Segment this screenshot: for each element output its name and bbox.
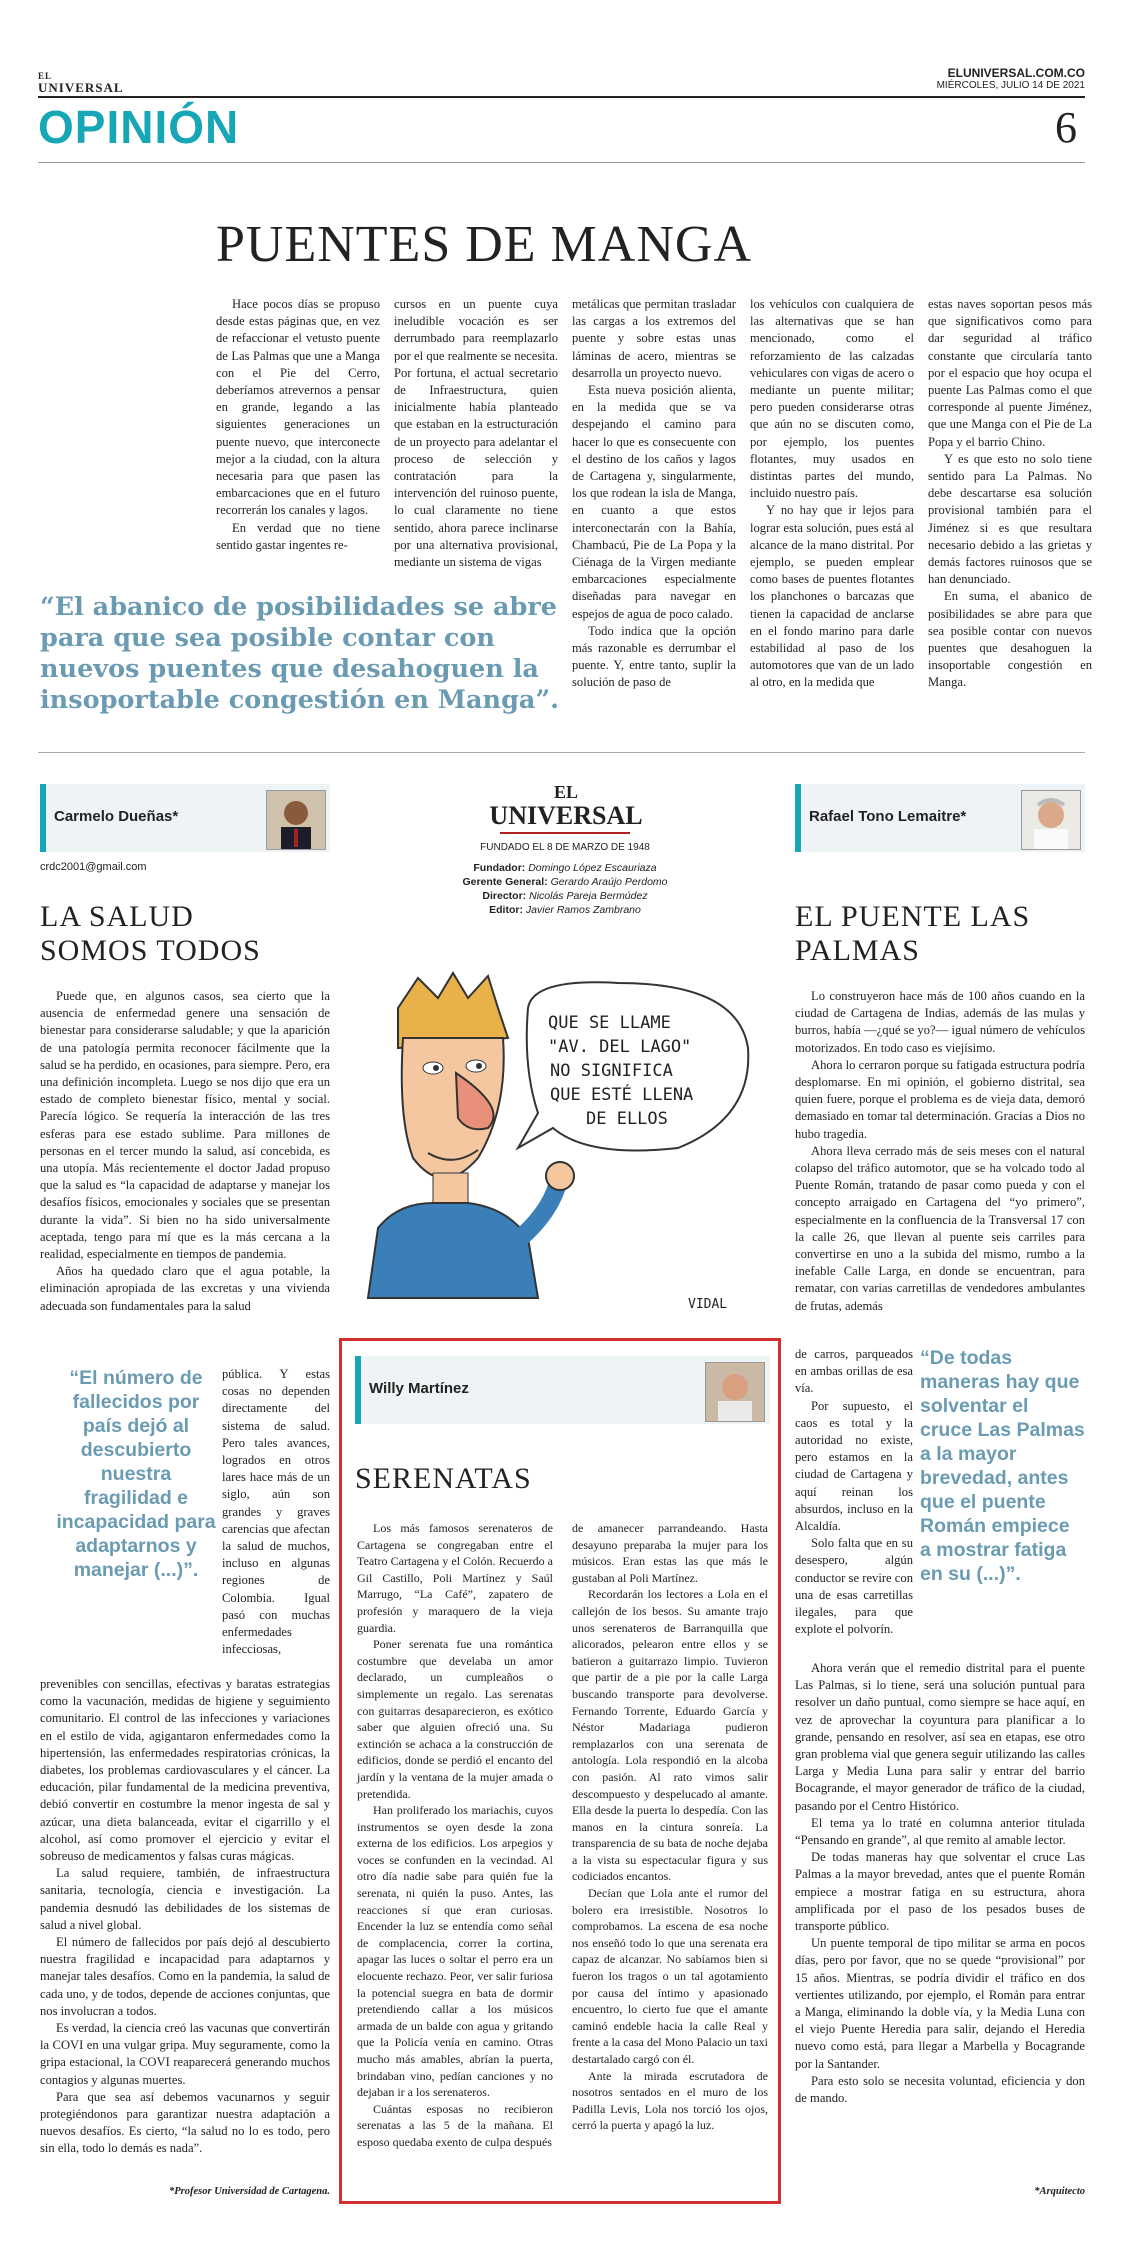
column-title-right <box>795 900 1030 968</box>
masthead-top: EL <box>553 782 578 802</box>
paragraph: Un puente temporal de tipo militar se arma en pocos días, pero por favor, que no se quede “provisional” por 15 años. Mientras, se podría dividir el tráfico en dos vertientes utilizando, por ejemplo, el Román para entrar a Manga, eliminando la doble vía, y la Media Luna con el viejo Puente Heredia para salir, dejando el Heredia nuevo como está, para llegar a Marbella y Bocagrande por la Santander. <box>795 1936 1085 2071</box>
editorial-col-1 <box>216 296 380 554</box>
paragraph: estas naves soportan pesos más que significativos como para dar seguridad al tráfico constante que circularía tanto por el espacio que hoy ocupa el puente Las Palmas como el que corresponde al puente Jiménez, que une Manga con el Pie de La Popa y el barrio Chino. <box>928 297 1092 449</box>
author-portrait-icon <box>1022 791 1080 849</box>
paragraph: Ahora lo cerraron porque su fatigada estructura podría desplomarse. En mi opinión, el gobierno distrital, sea quien fuere, porque el problema es de vieja data, demoró demasiado en tomar tal determinación. Gracias a Dios no hubo tragedia. <box>795 1057 1085 1141</box>
paragraph: Esta nueva posición alienta, en la medida que se va despejando el camino para hacer lo que es consecuente con el destino de los caños y lagos de Cartagena y, singularmente, los que rodean la isla de Manga, en cuanto a que estos interconectarán con la Bahía, Chambacú, Pie de La Popa y la Ciénaga de la Virgen mediante embarcaciones especialmente diseñadas para navegar en espejos de agua de poco calado. <box>572 383 736 621</box>
editorial-col-3 <box>572 296 736 692</box>
cartoon-speech-line: DE ELLOS <box>586 1109 668 1129</box>
paragraph: Todo indica que la opción más razonable es derrumbar el puente. Y, entre tanto, suplir la solución de paso de <box>572 623 736 690</box>
right-body-top <box>795 988 1085 1315</box>
left-footnote: *Profesor Universidad de Cartagena. <box>169 2186 330 2197</box>
author-portrait-icon <box>267 791 325 849</box>
column-title-center: SERENATAS <box>355 1462 532 1495</box>
header-rule-bottom <box>38 162 1085 163</box>
paragraph: los vehículos con cualquiera de las alternativas que se han mencionado, como el reforzamiento de las calzadas vehiculares con vigas de acero o mediante un puente militar; pero pueden considerarse otras que aún no se discuten como, por ejemplo, los puentes flotantes, muy usados en distintas partes del mundo, incluido nuestro país. <box>750 297 914 501</box>
title-line: EL PUENTE LAS <box>795 900 1031 933</box>
editorial-col-4 <box>750 296 914 692</box>
right-pull-quote: “De todas maneras hay que solventar el cruce Las Palmas a la mayor brevedad, antes que el puente Román empiece a mostrar fatiga en su (...)”. <box>920 1347 1085 1585</box>
masthead-staff-line: Editor: Javier Ramos Zambrano <box>489 904 641 916</box>
masthead-logo <box>486 780 646 828</box>
paragraph: Solo falta que en su desespero, algún conductor se revire con una de esas carretillas ilegales, para que explote el polvorín. <box>795 1536 913 1637</box>
left-pull-quote: “El número de fallecidos por país dejó al descubierto nuestra fragilidad e incapacidad para adaptarnos y manejar (...)”. <box>56 1367 216 1581</box>
author-box-right <box>795 784 1085 852</box>
cartoon-speech-line: QUE SE LLAME <box>548 1013 671 1033</box>
author-name: Rafael Tono Lemaitre* <box>809 808 967 825</box>
paragraph: El número de fallecidos por país dejó al descubierto nuestra fragilidad e incapacidad para adaptarnos y manejar tales desafíos. Como en la pandemia, la salud de cada uno, y de todos, depende de acciones conjuntas, que nos involucran a todos. <box>40 1935 330 2018</box>
logo-top: EL <box>38 71 53 81</box>
masthead-rule <box>500 832 630 834</box>
editorial-title: PUENTES DE MANGA <box>216 216 752 273</box>
page-number: 6 <box>1055 103 1077 152</box>
cartoon-speech-line: QUE ESTÉ LLENA <box>550 1085 694 1105</box>
author-email[interactable]: crdc2001@gmail.com <box>40 861 147 873</box>
cartoon-speech-line: NO SIGNIFICA <box>550 1061 673 1081</box>
paragraph: Cuántas esposas no recibieron serenatas a las 5 de la mañana. El esposo quedaba exento de culpa después <box>357 2101 553 2149</box>
editorial-pull-quote: “El abanico de posibilidades se abre para que sea posible contar con nuevos puentes que desahoguen la insoportable congestión en Manga”. <box>40 592 559 715</box>
paragraph: Puede que, en algunos casos, sea cierto que la ausencia de enfermedad genere una sensación de bienestar para considerarse saludable; y que la aparición de una patología permita reconocer fácilmente que la salud se ha perdido, en ocasiones, para siempre. Pero, era una definición incompleta. Luego se nos dijo que era un estado de completo bienestar físico, mental y social. Parecía lógico. Se requería la interacción de las tres esferas para ese estado sublime. Para millones de personas en el tercer mundo la salud, así concebida, es una utopía. Más recientemente el doctor Jadad propuso que la salud es “la capacidad de adaptarse y manejar los desafíos físicos, emocionales y sociales que se presentan durante la vida”. Si bien no ha sido universalmente aceptada, tengo para mí que es la más cercana a la realidad, especialmente en tiempos de pandemia. <box>40 989 330 1262</box>
masthead-founded: FUNDADO EL 8 DE MARZO DE 1948 <box>480 842 650 853</box>
paragraph: En verdad que no tiene sentido gastar ingentes re- <box>216 520 380 552</box>
author-accent-bar <box>355 1356 361 1424</box>
paragraph: prevenibles con sencillas, efectivas y baratas estrategias como la vacunación, medidas de higiene y seguimiento comunitario. El control de las infecciones y variaciones en el estilo de vida, agigantaron enfermedades como la hipertensión, las enfermedades respiratorias crónicas, la diabetes, los problemas cardiovasculares y el cáncer. La educación, pilar fundamental de la medicina preventiva, debió convertir en costumbre la menor ingesta de sal y azúcar, una dieta balanceada, evitar el cigarrillo y el alcohol, así como promover el ejercicio y evitar el sobreuso de medicamentos y falsas curas mágicas. <box>40 1677 330 1864</box>
paragraph: Y es que esto no solo tiene sentido para La Palmas. No debe descartarse esa solución provisional también para el Jiménez si es que resultara necesario debido a las grietas y demás factores ruinosos que se han denunciado. <box>928 451 1092 587</box>
editorial-col-2 <box>394 296 558 571</box>
paragraph: Ahora verán que el remedio distrital para el puente Las Palmas, si lo tiene, será una solución puntual para resolver un daño puntual, como siempre se hace aquí, en vez de aprovechar la coyuntura para planificar a lo grande, pensando en resolver, así sea en etapas, ese otro gran problema vial que genera seguir utilizando las calles Larga y Media Luna para salir y entrar del barrio Bocagrande, el mayor generador de tráfico de la ciudad, pasando por el Centro Histórico. <box>795 1661 1085 1813</box>
section-title: OPINIÓN <box>38 101 240 153</box>
cartoon-speech-line: "AV. DEL LAGO" <box>548 1037 692 1057</box>
paragraph: De todas maneras hay que solventar el cruce Las Palmas a la mayor brevedad, antes que el puente Román empiece a mostrar fatiga en su estructura, ahora amplificada por el paso de los pesados buses de transporte público. <box>795 1850 1085 1934</box>
paragraph: de carros, parqueados en ambas orillas de esa vía. <box>795 1347 913 1396</box>
paragraph: En suma, el abanico de posibilidades se abre para que sea posible contar con nuevos puentes que desahoguen la insoportable congestión en Manga. <box>928 589 1092 690</box>
editorial-cartoon <box>358 968 770 1328</box>
paragraph: Los más famosos serenateros de Cartagena se congregaban entre el Teatro Cartagena y el Colón. Recuerdo a Gil Castillo, Poli Martínez y Saúl Marrugo, “La Café”, zapatero de profesión y maraquero de la vieja guardia. <box>357 1521 553 1635</box>
paragraph: Es verdad, la ciencia creó las vacunas que convertirán la COVI en una vulgar gripa. Muy seguramente, como la gripa estacional, la COVI reaparecerá generando muchos contagios y algunas muertes. <box>40 2021 330 2087</box>
author-box-left <box>40 784 330 852</box>
paragraph: Hace pocos días se propuso desde estas páginas que, en vez de refaccionar el vetusto puente de Las Palmas que une a Manga con el Pie del Cerro, deberíamos atrevernos a pensar en grande, legando a las siguientes generaciones un puente nuevo, que interconecte mejor a la ciudad, con la altura necesaria para que pasen las embarcaciones que en el futuro recorrerán los canales y lagos. <box>216 297 380 518</box>
author-photo <box>266 790 326 850</box>
center-col-2 <box>572 1520 768 2134</box>
right-body-left <box>795 1346 913 1638</box>
paragraph: de amanecer parrandeando. Hasta desayuno preparaba la mujer para los músicos. Eran estas las que más le gustaban al Poli Martínez. <box>572 1521 768 1585</box>
paragraph: metálicas que permitan trasladar las cargas a los extremos del puente y sobre estas unas láminas de acero, mientras se desarrolla un proyecto nuevo. <box>572 297 736 380</box>
title-line: PALMAS <box>795 934 920 967</box>
right-footnote: *Arquitecto <box>1034 2186 1085 2197</box>
paragraph: El tema ya lo traté en columna anterior titulada “Pensando en grande”, al que remito al amable lector. <box>795 1815 1085 1848</box>
masthead-bottom: UNIVERSAL <box>489 801 643 830</box>
left-body-top <box>40 988 330 1315</box>
paragraph: Han proliferado los mariachis, cuyos instrumentos se oyen desde la zona externa de los edificios. Los arpegios y voces se confunden en la vecindad. Al otro día nadie sabe para quién fue la serenata, ni quién la puso. Antes, las reacciones sí que eran curiosas. Encender la luz se entendía como señal de complacencia, correr la cortina, apagar las luces o soltar el perro era un elocuente rechazo. Peor, ver salir furiosa la potencial suegra en bata de dormir pretendiendo callar a los músicos armada de un balde con agua y gritando que la Policía venía en camino. Otras mucho más amables, abrían la puerta, brindaban vino, pedían canciones y no dejaban ir a los serenateros. <box>357 1803 553 2100</box>
paragraph: pública. Y estas cosas no dependen directamente del sistema de salud. Pero tales avances, logrados en otros lares hace más de un siglo, aún son grandes y graves carencias que afectan la salud de muchos, incluso en algunas regiones de Colombia. Igual pasó con muchas enfermedades infecciosas, <box>222 1367 330 1657</box>
author-photo <box>705 1362 765 1422</box>
paragraph: Y no hay que ir lejos para lograr esta solución, pues está al alcance de la mano distrital. Por ejemplo, se pueden emplear como bases de puentes flotantes los planchones o barcazas que tienen la capacidad de anclarse en el fondo marino para darle estabilidad al paso de los automotores que van de un lado al otro, en la medida que <box>750 503 914 690</box>
paragraph: La salud requiere, también, de infraestructura sanitaria, tecnología, ciencia e investigación. La pandemia desnudó las debilidades de los sistemas de salud a nivel global. <box>40 1866 330 1932</box>
paragraph: Para esto solo se necesita voluntad, eficiencia y don de mando. <box>795 2073 1085 2106</box>
paragraph: cursos en un puente cuya ineludible vocación es ser derrumbado para reemplazarlo por el que realmente se necesita. Por fortuna, el actual secretario de Infraestructura, quien inicialmente había planteado que estaban en la estructuración de un proyecto para adelantar el proceso de selección y contratación para la intervención del ruinoso puente, lo cual claramente no tiene sentido, ahora parece inclinarse por una alternativa provisional, mediante un sistema de vigas <box>394 297 558 570</box>
site-url[interactable]: ELUNIVERSAL.COM.CO <box>947 66 1085 80</box>
author-name: Willy Martínez <box>369 1380 469 1397</box>
author-accent-bar <box>795 784 801 852</box>
paragraph: Lo construyeron hace más de 100 años cuando en la ciudad de Cartagena de Indias, además de las mulas y burros, había —¿qué se yo?— igual número de vehículos motorizados. En todo caso es viejísimo. <box>795 989 1085 1055</box>
paragraph: Ahora lleva cerrado más de seis meses con el natural colapso del tráfico automotor, que se ha volcado todo al Puente Román, tratando de pasar como pueda y con el concepto arraigado en Cartagena del “yo primero”, especialmente en la confluencia de la Transversal 17 con la calle 26, que llevan al puente seis carriles para convertirse en uno a la subida del mismo, rumbo a la inefable Calle Larga, en donde se encuentran, para rematar, con varias carretillas de vendedores ambulantes de frutas, además <box>795 1143 1085 1313</box>
author-box-center <box>355 1356 770 1424</box>
paragraph: Recordarán los lectores a Lola en el callejón de los besos. Su amante trajo unos serenateros de Barranquilla que alicorados, pelearon entre ellos y se batieron a guitarrazo limpio. Tuvieron que partir de a pie por la calle Larga buscando transporte para devolverse. Fernando Torrente, Eduardo García y Néstor Madariaga pudieron remplazarlos con una serenata de antología. Lola respondió en la alcoba con pasión. Al rato vimos salir descompuesto y despelucado al amante. Ella desde la puerta lo despedía. Con las manos en la cintura sonreía. La transparencia de su bata de noche dejaba a la vista su espectacular figura y sus codiciados encantos. <box>572 1587 768 1884</box>
center-col-1 <box>357 1520 553 2151</box>
right-body-bottom <box>795 1660 1085 2107</box>
author-accent-bar <box>40 784 46 852</box>
masthead-staff-line: Director: Nicolás Pareja Bermúdez <box>482 890 648 902</box>
paragraph: Años ha quedado claro que el agua potable, la eliminación apropiada de las excretas y una vivienda adecuada son fundamentales para la salud <box>40 1264 330 1313</box>
left-body-bottom <box>40 1676 330 2158</box>
publication-date: MIÉRCOLES, JULIO 14 DE 2021 <box>936 80 1085 91</box>
masthead-staff-line: Fundador: Domingo López Escauriaza <box>473 862 657 874</box>
masthead-staff-line: Gerente General: Gerardo Araújo Perdomo <box>462 876 668 888</box>
logo-bottom: UNIVERSAL <box>38 80 124 95</box>
paragraph: Por supuesto, el caos es total y la autoridad no existe, pero estamos en la ciudad de Cartagena y aquí reinan los absurdos, incluso en la Alcaldía. <box>795 1398 913 1534</box>
author-name: Carmelo Dueñas* <box>54 808 179 825</box>
title-line: SOMOS TODOS <box>40 934 261 967</box>
paragraph: Ante la mirada escrutadora de nosotros sentados en el muro de los Padilla Levis, Lola nos torció los ojos, cerró la puerta y apagó la luz. <box>572 2068 768 2133</box>
paragraph: Poner serenata fue una romántica costumbre que develaba un amor declarado, un cumpleaños o simplemente un regalo. Las serenatas con guitarras desaparecieron, es exótico saber que alguien ofreció una. Su extinción se achaca a la construcción de edificios, donde se perdió el encanto del jardín y la ventana de la mujer amada o pretendida. <box>357 1637 553 1801</box>
author-photo <box>1021 790 1081 850</box>
logo <box>38 70 124 94</box>
header-rule <box>38 96 1085 98</box>
paragraph: Decían que Lola ante el rumor del bolero era irresistible. Nosotros lo comprobamos. La escena de esa noche nos enseñó todo lo que una serenata era capaz de alcanzar. No sabíamos bien si fueron los tragos o un tal agotamiento por causa del íntimo y apasionado encuentro, lo cierto fue que el amante caminó endeble hacia la calle Real y frente a la casa del Mono Palacio un taxi destartalado cargó con él. <box>572 1886 768 2066</box>
paragraph: Para que sea así debemos vacunarnos y seguir protegiéndonos para garantizar nuestra adaptación a nuevos desafíos. Es cierto, “la salud no lo es todo, pero sin ella, todo lo demás es nada”. <box>40 2089 330 2156</box>
left-body-right <box>222 1366 330 1658</box>
editorial-col-5 <box>928 296 1092 692</box>
cartoon-signature: VIDAL <box>688 1297 728 1312</box>
section-divider <box>38 752 1085 753</box>
author-portrait-icon <box>706 1363 764 1421</box>
title-line: LA SALUD <box>40 900 194 933</box>
column-title-left <box>40 900 261 968</box>
